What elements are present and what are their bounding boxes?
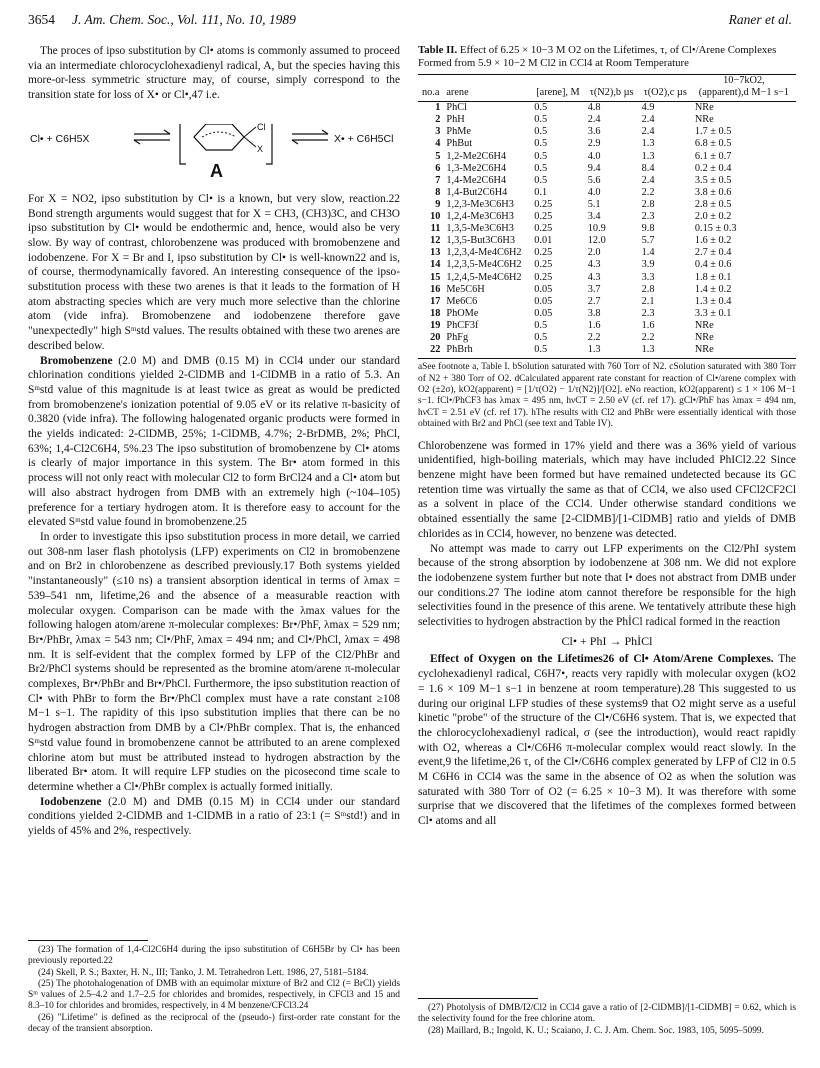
table-row bbox=[418, 187, 796, 199]
table-cell: 0.5 bbox=[531, 344, 584, 359]
table-cell: 4.9 bbox=[641, 102, 655, 114]
table-caption bbox=[418, 44, 796, 70]
table-cell: PhOMe bbox=[446, 307, 479, 319]
table-cell: 5.7 bbox=[641, 235, 655, 247]
footnote: (26) "Lifetime" is defined as the reciprocal of the (pseudo-) first-order rate constant for the decay of the transient absorption. bbox=[28, 1012, 400, 1035]
table-cell: 3.3 bbox=[641, 271, 655, 283]
table-cell: 19 bbox=[430, 319, 441, 331]
paragraph-heading: Bromobenzene bbox=[40, 354, 113, 367]
table-cell: 1.3 bbox=[639, 344, 692, 359]
equilibrium-arrow-icon bbox=[292, 130, 328, 144]
column-header: [arene], M bbox=[531, 87, 584, 102]
table-cell: 12 bbox=[430, 235, 441, 247]
ring-cl-label: Cl bbox=[257, 121, 266, 132]
column-header: no.a bbox=[418, 87, 443, 102]
table-cell: 1.3 bbox=[641, 150, 655, 162]
table-cell: 0.4 ± 0.6 bbox=[694, 259, 732, 271]
table-cell: 4.0 bbox=[587, 150, 601, 162]
table-row bbox=[418, 344, 796, 359]
table-row bbox=[418, 163, 796, 175]
table-row bbox=[418, 138, 796, 150]
table-row bbox=[418, 296, 796, 308]
footnote-rule bbox=[28, 940, 148, 941]
table-cell: 0.05 bbox=[534, 295, 553, 307]
table-cell: PhCl bbox=[446, 102, 467, 114]
table-cell: 2.0 ± 0.2 bbox=[694, 211, 732, 223]
table-cell: PhBut bbox=[446, 138, 473, 150]
table-cell: 1.4 ± 0.2 bbox=[694, 283, 732, 295]
table-cell: 3.8 bbox=[587, 307, 601, 319]
table-cell: 2.8 bbox=[641, 198, 655, 210]
table-cell: NRe bbox=[692, 344, 796, 359]
table-cell: PhFg bbox=[446, 331, 469, 343]
table-cell: 3.6 bbox=[587, 126, 601, 138]
table-cell: 2.4 bbox=[587, 114, 601, 126]
left-column bbox=[28, 44, 400, 839]
table-cell: 2.4 bbox=[641, 114, 655, 126]
table-cell: 1.3 bbox=[585, 344, 639, 359]
footnote: (24) Skell, P. S.; Baxter, H. N., III; Tanko, J. M. Tetrahedron Lett. 1986, 27, 5181–5184. bbox=[38, 967, 369, 978]
table-cell: 4.3 bbox=[587, 271, 601, 283]
table-cell: 1,3,5-Me3C6H3 bbox=[446, 223, 514, 235]
paragraph-text: The cyclohexadienyl radical, C6H7•, reacts very rapidly with molecular oxygen (kO2 = 1.6 × 109 M−1 s−1 in benzene at room temperature).28 This suggested to us during our original LFP studies of these systems9 that O2 might serve as a useful kinetic "probe" of the structure of the Cl•/C6H6 system. That is, we expected that the chlorocyclohexadienyl radical, σ (see the introduction), would react rapidly with O2, whereas a Cl•/C6H6 π-molecular complex would react slowly. In the event,9 the lifetime,26 τ, of the Cl•/C6H6 complex generated by LFP of Cl2 in 0.5 M C6H6 in CCl4 was the same in the absence of O2 as when the solution was saturated with 380 Torr of O2 (= 6.25 × 10−3 M). It was therefore with some surprise that we discovered that the lifetimes of the complexes formed between Cl• atoms and all bbox=[418, 653, 796, 828]
table-cell: 1.3 bbox=[641, 138, 655, 150]
table-cell: 1.6 bbox=[641, 319, 655, 331]
ring-x-label: X bbox=[257, 143, 264, 154]
table-cell: 1.4 bbox=[641, 247, 655, 259]
table-cell: NRe bbox=[694, 331, 714, 343]
column-header: arene bbox=[443, 87, 531, 102]
left-bracket-icon bbox=[180, 124, 186, 164]
table-cell: 1.7 ± 0.5 bbox=[694, 126, 732, 138]
table-cell: 1,2,3,5-Me4C6H2 bbox=[446, 259, 522, 271]
table-cell: 1.6 ± 0.2 bbox=[694, 235, 732, 247]
table-row bbox=[418, 151, 796, 163]
footnote: (27) Photolysis of DMB/I2/Cl2 in CCl4 gave a ratio of [2-ClDMB]/[1-ClDMB] = 0.62, which is the selectivity found for the free chlorine atom. bbox=[418, 1003, 796, 1025]
table-cell: 10 bbox=[430, 211, 441, 223]
paragraph: In order to investigate this ipso substitution process in more detail, we carried out 308-nm laser flash photolysis (LFP) experiments on Cl2 in bromobenzene and on Br2 in chlorobenzene as described previously.17 Both systems yielded "instantaneously" (≤10 ns) a transient absorption identical in terms of λmax = 539–541 nm, lifetime,26 and the absence of a measurable reaction with molecular oxygen. Comparison can be made with the λmax values for the following halogen atom/arene π-molecular complexes: Br•/PhF, λmax = 529 nm; Br•/PhBr, λmax = 543 nm; Cl•/PhF, λmax = 494 nm; and Cl•/PhCl, λmax = 498 nm. It is self-evident that the complex formed by LFP of the Cl2/PhBr and Br2/PhCl systems should be represented as the bromine atom/arene π-molecular complexes, Br•/PhBr and Br•/PhCl. Furthermore, the ipso substitution reaction of Cl• with PhBr to form the Br•/PhCl complex must have a rate constant ≥108 M−1 s−1. The rapidity of this ipso substitution implies that there can be no hydrogen abstraction from DMB by a Cl•/PhBr complex. That is, the enhanced Sᵐstd value found in bromobenzene cannot be attributed to an arene complexed chlorine atom but must be attributed instead to hydrogen abstraction by the liberated Br• atom. It will require LFP studies on the picosecond time scale to determine whether a Cl•/PhBr complex is actually formed initially. bbox=[28, 530, 400, 793]
right-bracket-icon bbox=[266, 124, 272, 164]
structure-label: A bbox=[210, 160, 223, 181]
table-label: Table II. bbox=[418, 44, 458, 56]
table-cell: 0.5 bbox=[534, 174, 548, 186]
table-cell: 3 bbox=[435, 126, 441, 138]
left-footnotes bbox=[28, 934, 400, 1035]
paragraph-text: (2.0 M) and DMB (0.15 M) in CCl4 under our standard chlorination conditions yielded 2-ClDMB and 1-ClDMB in a ratio of 5.3. An Sᵐstd value of this magnitude is at least twice as great as would be predicted from bromobenzene's ionization potential of 9.05 eV or its relative π-basicity of 0.3820 (vide infra). The following halogenated organic products were formed in the yields indicated: 2-ClDMB, 25%; 1-ClDMB, 4.7%; 2-BrDMB, 2%; PhCl, 63%; 1,4-Cl2C6H4, 5%.23 The ipso substitution of bromobenzene by Cl• atoms is clearly of major importance in this system. The Br• atom formed in this process will not only react with molecular Cl2 to form BrCl24 and a Cl• atom but will also abstract hydrogen from DMB with an extremely high (~104–105) preference for a tertiary hydrogen atom. It is therefore easy to account for the elevated Sᵐstd value found in bromobenzene.25 bbox=[28, 354, 400, 529]
table-row bbox=[418, 175, 796, 187]
table-cell: 11 bbox=[430, 223, 441, 235]
table-row bbox=[418, 308, 796, 320]
column-header: τ(O2),c µs bbox=[639, 87, 692, 102]
table-cell: 14 bbox=[430, 259, 441, 271]
table-cell: 2.2 bbox=[641, 186, 655, 198]
table-cell: 3.4 bbox=[587, 211, 601, 223]
table-cell: 2.0 bbox=[587, 247, 601, 259]
paragraph-heading: Effect of Oxygen on the Lifetimes26 of Cl• Atom/Arene Complexes. bbox=[430, 653, 774, 666]
table-cell: 1,2-Me2C6H4 bbox=[446, 150, 507, 162]
table-cell: 0.5 bbox=[534, 150, 548, 162]
table-cell: 2.2 bbox=[587, 331, 601, 343]
table-cell: 0.1 bbox=[534, 186, 548, 198]
table-cell: 15 bbox=[430, 271, 441, 283]
table-cell: 12.0 bbox=[587, 235, 606, 247]
table-cell: 3.7 bbox=[587, 283, 601, 295]
table-cell: PhMe bbox=[446, 126, 471, 138]
table-cell: 1,2,4,5-Me4C6H2 bbox=[446, 271, 522, 283]
running-header bbox=[28, 12, 792, 32]
table-cell: 0.5 bbox=[534, 102, 548, 114]
table-cell: 1,2,3,4-Me4C6H2 bbox=[446, 247, 522, 259]
table-cell: 2.8 ± 0.5 bbox=[694, 198, 732, 210]
table-cell: 0.2 ± 0.4 bbox=[694, 162, 732, 174]
table-cell: 3.3 ± 0.1 bbox=[694, 307, 732, 319]
table-cell: 0.05 bbox=[534, 283, 553, 295]
table-row bbox=[418, 114, 796, 126]
table-cell: 0.5 bbox=[534, 319, 548, 331]
table-cell: NRe bbox=[694, 114, 714, 126]
table-cell: 0.5 bbox=[534, 114, 548, 126]
table-cell: 1 bbox=[435, 102, 441, 114]
table-cell: PhBrh bbox=[443, 344, 531, 359]
table-cell: 0.25 bbox=[534, 259, 553, 271]
table-cell: 1.3 ± 0.4 bbox=[694, 295, 732, 307]
table-cell: 0.05 bbox=[534, 307, 553, 319]
paragraph bbox=[28, 795, 400, 839]
table-cell: 0.25 bbox=[534, 223, 553, 235]
table-row bbox=[418, 223, 796, 235]
equilibrium-arrow-icon bbox=[134, 130, 170, 144]
scheme-reactants: Cl• + C6H5X bbox=[30, 132, 90, 145]
page-number: 3654 bbox=[28, 12, 55, 27]
footnote: (23) The formation of 1,4-Cl2C6H4 during the ipso substitution of C6H5Br by Cl• has been previously reported.22 bbox=[28, 945, 400, 967]
table-cell: 2.2 bbox=[641, 331, 655, 343]
table-footnotes: aSee footnote a, Table I. bSolution saturated with 760 Torr of N2. cSolution saturated with 380 Torr of N2 + 380 Torr of O2. dCalculated apparent rate constant for reaction of Cl•/arene complex with O2 (±2σ), kO2(apparent) = [1/τ(O2) − 1/τ(N2)]/[O2]. eNo reaction, kO2(apparent) ≤ 1 × 106 M−1 s−1. fCl•/PhCF3 has λmax = 495 nm, hνCT = 2.50 eV (cf. ref 17). gCl•/PhF has λmax = 494 nm, hνCT = 2.51 eV (cf. ref 17). hThe results with Cl2 and PhBr were essentially identical with those obtained with Br2 and PhCl (see text and Table IV). bbox=[418, 362, 796, 430]
table-cell: 3.8 ± 0.6 bbox=[694, 186, 732, 198]
table-cell: 2.7 bbox=[587, 295, 601, 307]
chlorocyclohexadienyl-ring-icon bbox=[194, 124, 256, 150]
table-cell: 17 bbox=[430, 295, 441, 307]
scheme-products: X• + C6H5Cl bbox=[334, 132, 394, 145]
table-cell: 6.1 ± 0.7 bbox=[694, 150, 732, 162]
table-cell: 2.3 bbox=[641, 211, 655, 223]
table-cell: 0.5 bbox=[534, 162, 548, 174]
table-cell: 9 bbox=[435, 198, 441, 210]
table-cell: 1,2,3-Me3C6H3 bbox=[446, 198, 514, 210]
table-cell: PhH bbox=[446, 114, 465, 126]
paragraph: No attempt was made to carry out LFP experiments on the Cl2/PhI system because of the strong absorption by iodobenzene at 308 nm. We did not explore the iodobenzene system further but note that I• does not abstract from DMB under our conditions.27 The iodine atom cannot therefore be responsible for the high selectivities found in the presence of this arene. We tentatively attribute these high selectivities to hydrogen abstraction by the PhİCl radical formed in the reaction bbox=[418, 542, 796, 629]
table-cell: 1,4-But2C6H4 bbox=[446, 186, 508, 198]
column-header: (apparent),d M−1 s−1 bbox=[692, 87, 796, 102]
table-row bbox=[418, 272, 796, 284]
right-column bbox=[418, 44, 796, 829]
table-cell: 2.4 bbox=[641, 126, 655, 138]
table-cell: 1.6 bbox=[587, 319, 601, 331]
table-row bbox=[418, 247, 796, 259]
paragraph bbox=[418, 652, 796, 828]
paragraph bbox=[28, 354, 400, 530]
table-cell: 6.8 ± 0.5 bbox=[694, 138, 732, 150]
table-cell: 2.8 bbox=[641, 283, 655, 295]
table-row bbox=[418, 320, 796, 332]
table-caption-text: Effect of 6.25 × 10−3 M O2 on the Lifetimes, τ, of Cl•/Arene Complexes Formed from 5.9 × 10−2 M Cl2 in CCl4 at Room Temperature bbox=[418, 44, 777, 69]
table-cell: 8.4 bbox=[641, 162, 655, 174]
footnote-rule bbox=[418, 998, 538, 999]
table-cell: PhCF3f bbox=[446, 319, 479, 331]
column-header: 10−7kO2, bbox=[692, 75, 796, 88]
table-row bbox=[418, 235, 796, 247]
table-cell: 1,3-Me2C6H4 bbox=[446, 162, 507, 174]
running-authors: Raner et al. bbox=[728, 12, 792, 27]
table-cell: 7 bbox=[435, 174, 441, 186]
table-row bbox=[418, 199, 796, 211]
table-cell: 22 bbox=[418, 344, 443, 359]
table-cell: 5 bbox=[435, 150, 441, 162]
table-cell: 2 bbox=[435, 114, 441, 126]
table-row bbox=[418, 211, 796, 223]
table-cell: 0.5 bbox=[534, 126, 548, 138]
paragraph: Chlorobenzene was formed in 17% yield and there was a 36% yield of various unidentified, high-boiling materials, which may have included PhICl2.22 Since benzene might have been formed but have remained undetected because its GC retention time was virtually the same as that of CCl4, we also used CFCl2CF2Cl as a solvent in place of the CCl4. Under otherwise standard conditions we obtained essentially the same [2-ClDMB]/[1-ClDMB] ratio and yields of DMB chlorides as in CCl4, however, no benzene was detected. bbox=[418, 439, 796, 540]
table-cell: 4.8 bbox=[587, 102, 601, 114]
table-cell: 0.25 bbox=[534, 271, 553, 283]
paragraph-heading: Iodobenzene bbox=[40, 795, 102, 808]
table-cell: 0.5 bbox=[534, 138, 548, 150]
table-row bbox=[418, 126, 796, 138]
table-cell: 2.1 bbox=[641, 295, 655, 307]
table-cell: 3.9 bbox=[641, 259, 655, 271]
table-cell: 2.7 ± 0.4 bbox=[694, 247, 732, 259]
table-cell: 1,2,4-Me3C6H3 bbox=[446, 211, 514, 223]
table-cell: 5.1 bbox=[587, 198, 601, 210]
paragraph: The proces of ipso substitution by Cl• atoms is commonly assumed to proceed via an intermediate chlorocyclohexadienyl radical, A, but the species having this more-or-less symmetric structure may, of course, simply correspond to the transition state for loss of X• or Cl•,47 i.e. bbox=[28, 45, 400, 102]
table-cell: 8 bbox=[435, 186, 441, 198]
table-cell: NRe bbox=[694, 319, 714, 331]
column-header: τ(N2),b µs bbox=[585, 87, 639, 102]
table-cell: 18 bbox=[430, 307, 441, 319]
table-cell: 5.6 bbox=[587, 174, 601, 186]
table-cell: 4.3 bbox=[587, 259, 601, 271]
table-cell: 1,4-Me2C6H4 bbox=[446, 174, 507, 186]
table-cell: 2.4 bbox=[641, 174, 655, 186]
table-cell: 0.25 bbox=[534, 198, 553, 210]
reaction-scheme bbox=[28, 106, 400, 188]
table-cell: 0.25 bbox=[534, 247, 553, 259]
table-cell: 9.4 bbox=[587, 162, 601, 174]
table-cell: 1.8 ± 0.1 bbox=[694, 271, 732, 283]
table-cell: 6 bbox=[435, 162, 441, 174]
table-cell: 9.8 bbox=[641, 223, 655, 235]
table-cell: Me6C6 bbox=[446, 295, 478, 307]
table-cell: 4.0 bbox=[587, 186, 601, 198]
right-footnotes bbox=[418, 992, 796, 1037]
table-cell: 4 bbox=[435, 138, 441, 150]
table-cell: 0.01 bbox=[534, 235, 553, 247]
paragraph: For X = NO2, ipso substitution by Cl• is a known, but very slow, reaction.22 Bond strength arguments would suggest that for X = CH3, (CH3)3C, and CH3O ipso substitution by Cl• would be endothermic and, hence, would also be very slow. By way of contrast, chlorobenzene was produced with bromobenzene and iodobenzene. For X = Br and I, ipso substitution by Cl• is well-known22 and is, of course, thermodynamically favored. An interesting consequence of the ipso-substitution process with these two arenes is that it leads to the formation of H atom abstracting species which are very much more selective than the chlorine atom (vide infra). Bromobenzene and iodobenzene therefore gave "unexpectedly" high Sᵐstd values. The results obtained with these two arenes are described below. bbox=[28, 192, 400, 352]
table-cell: 1,3,5-But3C6H3 bbox=[446, 235, 516, 247]
table-cell: NRe bbox=[694, 102, 714, 114]
lifetimes-table bbox=[418, 74, 796, 359]
table-cell: 0.15 ± 0.3 bbox=[694, 223, 737, 235]
table-cell: Me5C6H bbox=[446, 283, 485, 295]
table-cell: 13 bbox=[430, 247, 441, 259]
table-cell: 2.9 bbox=[587, 138, 601, 150]
table-cell: 3.5 ± 0.5 bbox=[694, 174, 732, 186]
table-cell: 16 bbox=[430, 283, 441, 295]
table-cell: 0.5 bbox=[534, 331, 548, 343]
table-row bbox=[418, 102, 796, 115]
reaction-equation: Cl• + PhI → PhİCl bbox=[561, 633, 653, 648]
paragraph-text: (2.0 M) and DMB (0.15 M) in CCl4 under our standard conditions yielded 2-ClDMB and 1-ClDMB in a ratio of 23:1 (= Sᵐstd!) and in yields of 45% and 2%, respectively. bbox=[28, 795, 400, 838]
table-row bbox=[418, 259, 796, 271]
table-row bbox=[418, 284, 796, 296]
table-cell: 20 bbox=[430, 331, 441, 343]
table-row bbox=[418, 332, 796, 344]
journal-citation: J. Am. Chem. Soc., Vol. 111, No. 10, 1989 bbox=[72, 12, 296, 27]
footnote: (25) The photohalogenation of DMB with an equimolar mixture of Br2 and Cl2 (= BrCl) yields Sᵐ values of 2.5–4.2 and 1.7–2.5 for chlorides and bromides, respectively, in CFCl3 and 15 and 8.3–10 for chlorides and bromides, respectively, in 4 M benzene/CFCl3.24 bbox=[28, 978, 400, 1012]
table-cell: 2.3 bbox=[641, 307, 655, 319]
footnote: (28) Maillard, B.; Ingold, K. U.; Scaiano, J. C. J. Am. Chem. Soc. 1983, 105, 5095–5099. bbox=[428, 1025, 764, 1036]
table-cell: 10.9 bbox=[587, 223, 606, 235]
table-cell: 0.25 bbox=[534, 211, 553, 223]
